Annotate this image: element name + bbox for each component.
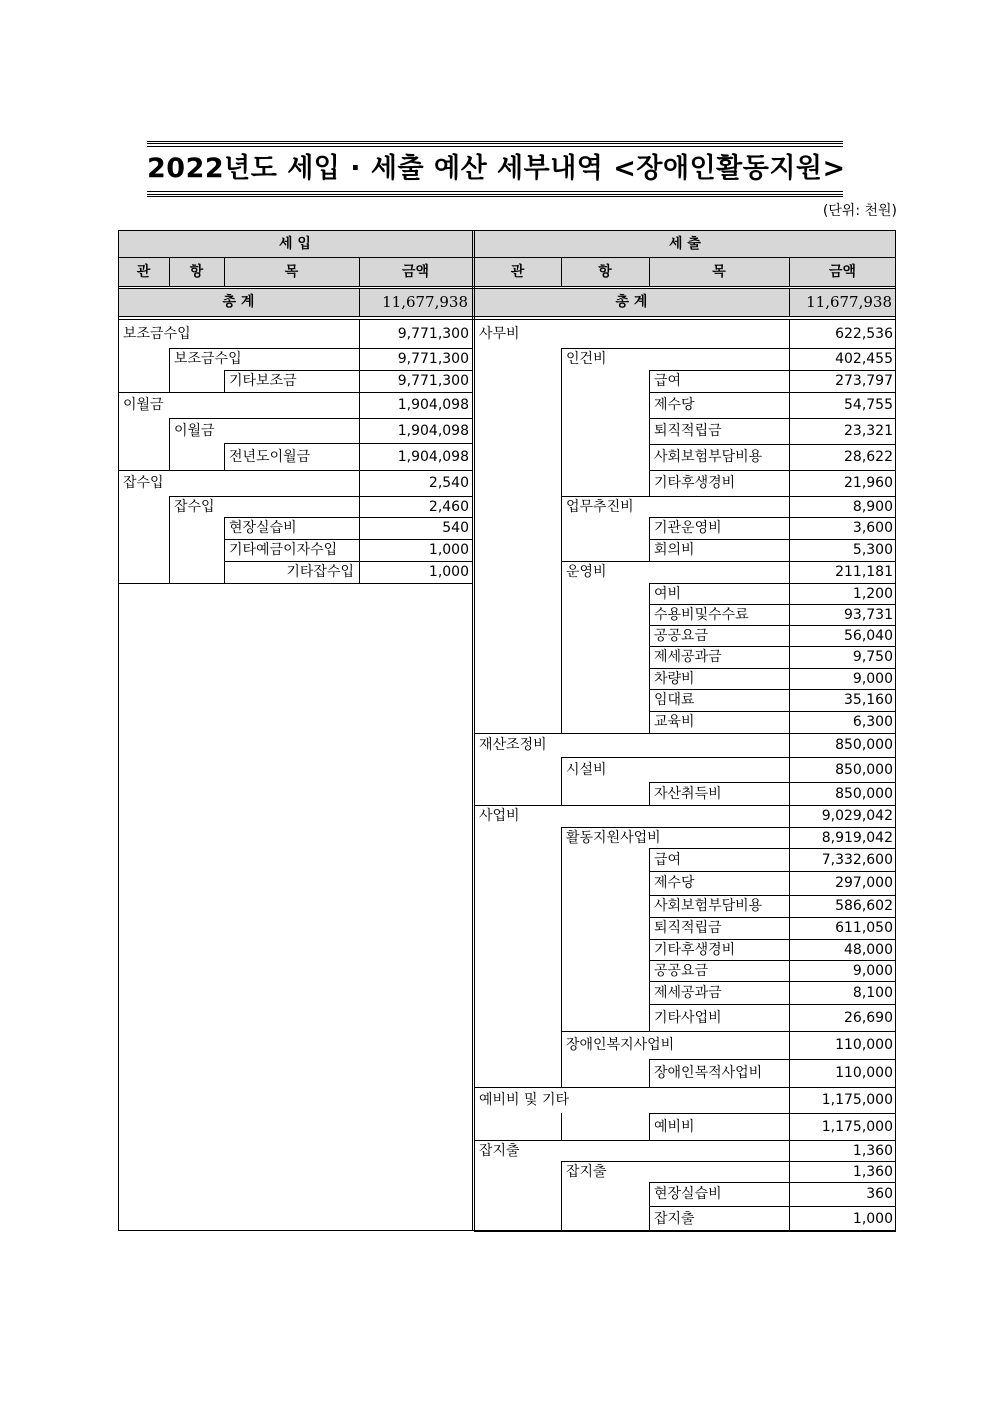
expense-mok-amount: 611,050 [835, 920, 893, 936]
expense-mok-amount: 850,000 [835, 785, 893, 802]
expense-amount-column-line [789, 418, 790, 444]
expense-mok-label: 장애인목적사업비 [654, 1065, 763, 1081]
expense-mok-amount: 9,000 [852, 670, 893, 687]
income-mok-amount: 9,771,300 [397, 373, 469, 389]
income-column-line [224, 443, 225, 470]
expense-column-line [649, 668, 650, 689]
expense-mok-amount: 8,100 [852, 984, 893, 1001]
income-total-amount: 11,677,938 [382, 293, 468, 311]
expense-amount-column-line [789, 848, 790, 871]
expense-amount-column-line [789, 1113, 790, 1140]
expense-column-line [561, 561, 562, 583]
expense-column-line [649, 981, 650, 1004]
income-gwan-label: 보조금수입 [123, 325, 191, 342]
expense-mok-amount: 23,321 [844, 423, 893, 439]
income-hang-amount: 1,904,098 [397, 422, 469, 439]
expense-column-line [649, 539, 650, 561]
expense-hang-amount: 8,919,042 [821, 829, 893, 846]
expense-row-line [474, 733, 896, 734]
expense-mok-label: 여비 [654, 585, 682, 602]
expense-mok-label: 기타후생경비 [654, 475, 736, 491]
total-bottom-line [118, 316, 896, 317]
expense-mok-label: 잡지출 [654, 1210, 695, 1227]
expense-mok-amount: 21,960 [844, 475, 893, 491]
expense-row-line [649, 981, 896, 982]
table-top-border [118, 230, 896, 232]
income-column-header: 금액 [401, 263, 430, 280]
expense-gwan-label: 사업비 [479, 808, 520, 824]
expense-mok-label: 퇴직적립금 [654, 423, 722, 439]
expense-mok-amount: 1,000 [852, 1210, 893, 1227]
expense-column-line [561, 782, 562, 805]
expense-hang-amount: 110,000 [835, 1037, 893, 1053]
expense-column-line [561, 1206, 562, 1231]
expense-column-line [561, 1031, 562, 1059]
income-total-label: 총 계 [222, 294, 255, 310]
expense-mok-amount: 93,731 [844, 606, 893, 623]
income-gwan-amount: 9,771,300 [397, 325, 469, 342]
expense-mok-amount: 297,000 [835, 875, 893, 891]
expense-row-line [649, 1182, 896, 1183]
expense-gwan-label: 재산조정비 [479, 737, 547, 753]
expense-column-line [561, 470, 562, 496]
expense-column-line [561, 625, 562, 646]
expense-mok-amount: 273,797 [835, 373, 893, 389]
expense-mok-label: 공공요금 [654, 962, 709, 979]
expense-mok-label: 퇴직적립금 [654, 920, 722, 936]
expense-amount-column-line [789, 917, 790, 939]
income-row-line [169, 418, 472, 419]
expense-column-line [561, 444, 562, 470]
expense-amount-column-line [789, 370, 790, 392]
expense-column-line [649, 370, 650, 392]
expense-amount-column-line [789, 1206, 790, 1231]
expense-gwan-label: 사무비 [479, 325, 520, 342]
expense-row-line [649, 1206, 896, 1207]
expense-mok-label: 급여 [654, 851, 682, 868]
expense-gwan-label: 예비비 및 기타 [479, 1092, 570, 1108]
expense-mok-amount: 9,750 [852, 649, 893, 665]
expense-column-line [649, 917, 650, 939]
expense-amount-column-line [789, 805, 790, 827]
expense-amount-column-line [789, 1059, 790, 1087]
expense-row-line [649, 782, 896, 783]
income-amount-column-line [359, 561, 360, 583]
budget-table [118, 230, 896, 1231]
income-amount-column-line [359, 418, 360, 443]
expense-column-header: 항 [598, 263, 612, 280]
expense-hang-amount: 850,000 [835, 761, 893, 778]
income-amount-column-line [359, 348, 360, 370]
expense-mok-label: 사회보험부담비용 [654, 449, 763, 465]
income-body-bottom-line [118, 583, 472, 584]
expense-column-line [561, 689, 562, 711]
table-left-border [118, 230, 120, 1231]
income-hang-label: 이월금 [174, 422, 215, 439]
expense-amount-column-line [789, 646, 790, 668]
income-amount-column-line [359, 539, 360, 561]
expense-column-line [649, 1182, 650, 1206]
expense-column-line [561, 1182, 562, 1206]
expense-amount-column-line [789, 496, 790, 517]
expense-amount-column-line [789, 392, 790, 418]
expense-row-line [649, 444, 896, 445]
expense-column-line [649, 848, 650, 871]
expense-mok-amount: 35,160 [844, 692, 893, 708]
expense-column-line [649, 583, 650, 604]
expense-mok-amount: 48,000 [844, 941, 893, 958]
expense-amount-column-line [789, 981, 790, 1004]
expense-hang-label: 운영비 [566, 564, 607, 580]
expense-mok-amount: 54,755 [844, 397, 893, 413]
income-mok-label: 기타예금이자수입 [229, 542, 338, 558]
expense-column-line [649, 646, 650, 668]
expense-column-line [649, 939, 650, 960]
expense-row-line [649, 418, 896, 419]
expense-column-line [561, 418, 562, 444]
income-column-line [169, 539, 170, 561]
income-amount-column-line [359, 470, 360, 496]
expense-column-line [561, 646, 562, 668]
expense-row-line [649, 470, 896, 471]
expense-hang-amount: 402,455 [835, 351, 893, 367]
expense-column-header: 목 [712, 263, 726, 280]
expense-column-line [649, 1206, 650, 1231]
income-amount-column-line [359, 443, 360, 470]
income-hang-label: 보조금수입 [174, 351, 242, 367]
expense-gwan-amount: 622,536 [835, 325, 893, 342]
expense-amount-column-line [789, 583, 790, 604]
expense-mok-amount: 6,300 [852, 714, 893, 730]
expense-gwan-amount: 1,175,000 [821, 1092, 893, 1108]
expense-gwan-label: 잡지출 [479, 1142, 520, 1159]
expense-mok-label: 공공요금 [654, 627, 709, 644]
income-gwan-label: 잡수입 [123, 475, 164, 491]
expense-column-line [561, 1113, 562, 1140]
unit-label: (단위: 천원) [822, 203, 897, 219]
expense-mok-amount: 56,040 [844, 627, 893, 644]
expense-total-amount: 11,677,938 [806, 293, 892, 311]
income-column-line [224, 370, 225, 392]
expense-mok-amount: 9,000 [852, 962, 893, 979]
expense-column-line [561, 757, 562, 782]
expense-column-header: 금액 [828, 263, 857, 280]
expense-column-line [649, 392, 650, 418]
header-column-line [169, 257, 170, 286]
income-column-line [169, 418, 170, 443]
income-hang-label: 잡수입 [174, 498, 215, 515]
expense-mok-label: 현장실습비 [654, 1186, 722, 1202]
expense-mok-label: 차량비 [654, 670, 695, 687]
expense-amount-column-line [789, 1161, 790, 1182]
expense-column-line [649, 418, 650, 444]
income-row-line [224, 443, 472, 444]
expense-row-line [649, 1113, 896, 1114]
expense-amount-column-line [789, 733, 790, 757]
expense-mok-label: 제수당 [654, 397, 695, 413]
expense-amount-column-line [789, 689, 790, 711]
expense-hang-amount: 1,360 [852, 1163, 893, 1180]
expense-amount-column-line [789, 1087, 790, 1113]
expense-row-line [649, 1004, 896, 1005]
title-box [147, 141, 846, 197]
expense-amount-column-line [789, 871, 790, 895]
expense-column-line [649, 689, 650, 711]
expense-mok-label: 기타후생경비 [654, 941, 736, 958]
expense-column-line [561, 517, 562, 539]
expense-column-line [561, 1161, 562, 1182]
income-column-line [169, 561, 170, 583]
expense-column-line [649, 625, 650, 646]
expense-column-line [649, 782, 650, 805]
expense-row-line [561, 757, 896, 758]
expense-amount-column-line [789, 625, 790, 646]
expense-mok-label: 급여 [654, 373, 682, 389]
expense-column-line [561, 960, 562, 981]
income-hang-amount: 2,460 [428, 498, 469, 515]
income-column-line [224, 561, 225, 583]
expense-hang-amount: 8,900 [852, 498, 893, 515]
expense-amount-column-line [789, 539, 790, 561]
expense-row-line [649, 392, 896, 393]
expense-total-label: 총 계 [615, 294, 648, 310]
expense-column-header: 관 [510, 263, 525, 280]
expense-amount-column-line [789, 757, 790, 782]
expense-column-line [649, 1113, 650, 1140]
expense-column-line [561, 496, 562, 517]
expense-mok-amount: 28,622 [844, 449, 893, 465]
income-amount-column-line [359, 370, 360, 392]
expense-mok-label: 기관운영비 [654, 520, 722, 536]
expense-column-line [649, 517, 650, 539]
income-column-header: 항 [189, 263, 204, 280]
income-amount-column-line [359, 496, 360, 517]
expense-mok-label: 기타사업비 [654, 1009, 722, 1026]
expense-mok-amount: 3,600 [852, 520, 893, 536]
expense-mok-label: 제세공과금 [654, 984, 722, 1001]
expense-column-line [561, 370, 562, 392]
expense-mok-amount: 1,175,000 [821, 1118, 893, 1135]
expense-hang-amount: 211,181 [835, 564, 893, 580]
header-column-line [224, 257, 225, 286]
income-amount-column-line [359, 392, 360, 418]
income-column-line [169, 348, 170, 370]
expense-mok-amount: 586,602 [835, 898, 893, 914]
expense-column-line [561, 981, 562, 1004]
expense-amount-column-line [789, 939, 790, 960]
expense-amount-column-line [789, 1031, 790, 1059]
expense-row-line [649, 848, 896, 849]
expense-column-line [561, 711, 562, 733]
table-right-border [895, 230, 897, 1231]
expense-mok-label: 교육비 [654, 714, 695, 730]
expense-amount-column-line [789, 895, 790, 917]
income-gwan-amount: 2,540 [428, 475, 469, 491]
expense-mok-amount: 26,690 [844, 1009, 893, 1026]
expense-mok-amount: 1,200 [852, 585, 893, 602]
income-amount-column-line [359, 319, 360, 348]
expense-mok-label: 제수당 [654, 875, 695, 891]
income-row-line [118, 392, 472, 393]
total-column-line [359, 288, 360, 316]
expense-mok-label: 사회보험부담비용 [654, 898, 763, 914]
expense-amount-column-line [789, 782, 790, 805]
expense-row-line [649, 871, 896, 872]
income-mok-amount: 1,000 [428, 542, 469, 558]
expense-gwan-amount: 9,029,042 [821, 808, 893, 824]
income-column-line [169, 370, 170, 392]
expense-hang-label: 잡지출 [566, 1163, 607, 1180]
income-row-line [118, 470, 472, 471]
header-column-line [359, 257, 360, 286]
expense-amount-column-line [789, 319, 790, 348]
expense-hang-label: 인건비 [566, 351, 607, 367]
income-amount-column-line [359, 517, 360, 539]
center-divider [472, 230, 473, 1231]
expense-amount-column-line [789, 827, 790, 848]
expense-column-line [561, 583, 562, 604]
expense-mok-amount: 7,332,600 [821, 851, 893, 868]
expense-column-line [561, 871, 562, 895]
expense-column-line [561, 392, 562, 418]
expense-hang-label: 시설비 [566, 761, 607, 778]
expense-hang-label: 업무추진비 [566, 498, 634, 515]
income-column-header: 관 [136, 263, 151, 280]
expense-mok-label: 예비비 [654, 1118, 695, 1135]
expense-mok-label: 수용비및수수료 [654, 606, 749, 623]
expense-column-line [649, 711, 650, 733]
income-column-line [224, 539, 225, 561]
expense-header: 세 출 [669, 235, 701, 252]
income-mok-label: 기타보조금 [229, 373, 297, 389]
expense-gwan-amount: 1,360 [852, 1142, 893, 1159]
expense-mok-label: 제세공과금 [654, 649, 722, 665]
expense-column-line [561, 827, 562, 848]
expense-column-line [649, 895, 650, 917]
expense-column-line [561, 604, 562, 625]
income-gwan-label: 이월금 [123, 397, 164, 413]
header-column-line [649, 257, 650, 286]
expense-row-line [474, 1087, 896, 1088]
expense-hang-label: 장애인복지사업비 [566, 1037, 675, 1053]
expense-amount-column-line [789, 960, 790, 981]
expense-column-line [649, 444, 650, 470]
expense-amount-column-line [789, 1004, 790, 1031]
income-column-line [224, 517, 225, 539]
income-header: 세 입 [279, 235, 311, 252]
expense-amount-column-line [789, 444, 790, 470]
expense-hang-label: 활동지원사업비 [566, 829, 661, 846]
header-column-line [561, 257, 562, 286]
income-mok-label: 현장실습비 [229, 520, 297, 536]
expense-mok-label: 회의비 [654, 542, 695, 558]
income-mok-label: 전년도이월금 [229, 448, 311, 465]
expense-mok-label: 자산취득비 [654, 785, 722, 802]
expense-amount-column-line [789, 561, 790, 583]
expense-gwan-amount: 850,000 [835, 737, 893, 753]
expense-amount-column-line [789, 470, 790, 496]
expense-amount-column-line [789, 668, 790, 689]
income-gwan-amount: 1,904,098 [397, 397, 469, 413]
header-column-line [789, 257, 790, 286]
expense-mok-amount: 5,300 [852, 542, 893, 558]
income-column-header: 목 [284, 263, 299, 280]
income-mok-amount: 540 [442, 520, 469, 536]
expense-mok-amount: 360 [866, 1186, 893, 1202]
expense-column-line [561, 895, 562, 917]
table-bottom-border [118, 1230, 896, 1232]
income-column-line [169, 443, 170, 470]
expense-column-line [561, 1059, 562, 1087]
header-bottom-line [118, 286, 896, 287]
income-column-line [169, 517, 170, 539]
expense-mok-amount: 110,000 [835, 1065, 893, 1081]
center-divider [474, 230, 475, 1231]
expense-column-line [561, 1004, 562, 1031]
expense-column-line [649, 871, 650, 895]
expense-amount-column-line [789, 1182, 790, 1206]
expense-amount-column-line [789, 711, 790, 733]
total-column-line [789, 288, 790, 316]
income-mok-amount: 1,000 [428, 564, 469, 580]
expense-column-line [561, 348, 562, 370]
expense-amount-column-line [789, 1140, 790, 1161]
expense-amount-column-line [789, 604, 790, 625]
expense-column-line [561, 917, 562, 939]
expense-column-line [561, 848, 562, 871]
expense-column-line [561, 539, 562, 561]
expense-mok-label: 임대료 [654, 692, 695, 708]
expense-column-line [649, 1004, 650, 1031]
expense-amount-column-line [789, 517, 790, 539]
expense-column-line [561, 939, 562, 960]
expense-column-line [649, 470, 650, 496]
header-bottom-line [118, 288, 896, 289]
page-title: 2022년도 세입 · 세출 예산 세부내역 <장애인활동지원> [147, 153, 846, 184]
expense-column-line [649, 960, 650, 981]
expense-column-line [649, 604, 650, 625]
expense-row-line [561, 1031, 896, 1032]
income-mok-label: 기타잡수입 [286, 564, 354, 580]
total-bottom-line [118, 319, 896, 320]
income-mok-amount: 1,904,098 [397, 448, 469, 465]
expense-column-line [649, 1059, 650, 1087]
expense-amount-column-line [789, 348, 790, 370]
header-divider [118, 257, 896, 258]
income-column-line [169, 496, 170, 517]
expense-row-line [649, 1059, 896, 1060]
expense-column-line [561, 668, 562, 689]
income-hang-amount: 9,771,300 [397, 351, 469, 367]
